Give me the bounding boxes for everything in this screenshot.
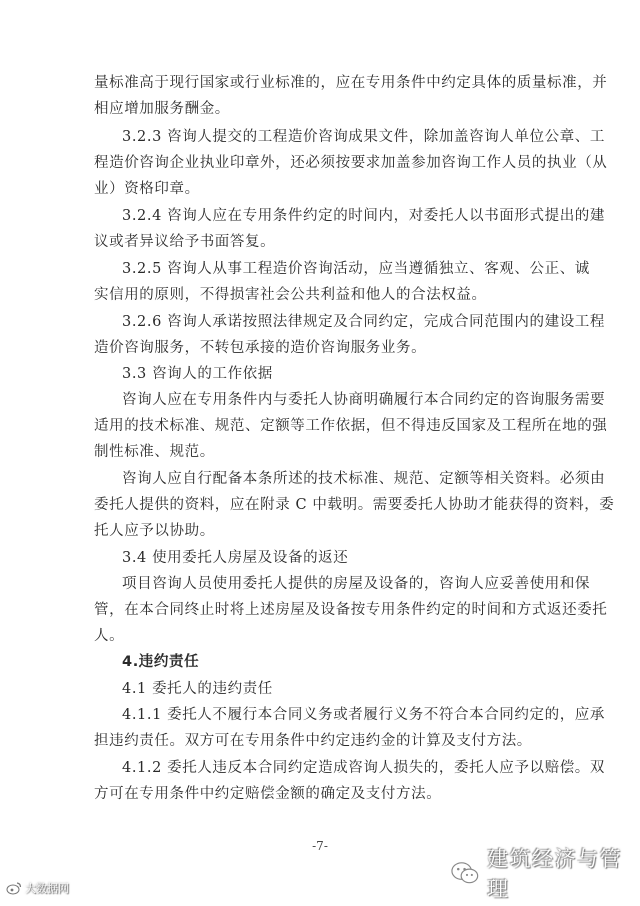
text-line: 实信用的原则，不得损害社会公共利益和他人的合法权益。 [94,287,487,303]
text-line: 咨询人应在专用条件内与委托人协商明确履行本合同约定的咨询服务需要 [122,392,606,408]
weibo-icon [6,881,22,895]
text-line: 担违约责任。双方可在专用条件中约定违约金的计算及支付方法。 [94,733,532,749]
text-line: 4.1.1 委托人不履行本合同义务或者履行义务不符合本合同约定的，应承 [122,707,606,723]
wechat-icon [450,860,479,886]
text-line: 3.2.5 咨询人从事工程造价咨询活动，应当遵循独立、客观、公正、诚 [122,261,590,277]
text-line: 3.2.3 咨询人提交的工程造价咨询成果文件，除加盖咨询人单位公章、工 [122,129,606,145]
text-line: 人。 [94,628,125,644]
text-line: 4.1.2 委托人违反本合同约定造成咨询人损失的，委托人应予以赔偿。双 [122,760,606,776]
text-line: 咨询人应自行配备本条所述的技术标准、规范、定额等相关资料。必须由 [122,471,606,487]
section-heading: 4.1 委托人的违约责任 [122,681,273,697]
text-line: 托人应予以协助。 [94,523,215,539]
text-line: 相应增加服务酬金。 [94,101,230,117]
chapter-heading: 4.违约责任 [122,654,200,670]
text-line: 委托人提供的资料，应在附录 C 中载明。需要委托人协助才能获得的资料，委 [94,497,615,513]
text-line: 适用的技术标准、规范、定额等工作依据，但不得违反国家及工程所在地的强 [94,418,608,434]
text-line: 3.2.4 咨询人应在专用条件约定的时间内，对委托人以书面形式提出的建 [122,208,606,224]
text-line: 制性标准、规范。 [94,444,215,460]
wechat-watermark [450,847,640,901]
weibo-watermark [6,880,69,896]
text-line: 项目咨询人员使用委托人提供的房屋及设备的，咨询人应妥善使用和保 [122,576,591,592]
section-heading: 3.4 使用委托人房屋及设备的返还 [122,550,349,566]
text-line: 量标准高于现行国家或行业标准的，应在专用条件中约定具体的质量标准，并 [94,75,608,91]
text-line: 管，在本合同终止时将上述房屋及设备按专用条件约定的时间和方式返还委托 [94,602,608,618]
watermark-account-name: 建筑经济与管理 [487,847,623,901]
weibo-mark-text: 大数据网 [25,882,69,895]
page-number: -7- [312,839,328,853]
text-line: 方可在专用条件中约定赔偿金额的确定及支付方法。 [94,786,442,802]
text-line: 造价咨询服务，不转包承接的造价咨询服务业务。 [94,340,427,356]
text-line: 3.2.6 咨询人承诺按照法律规定及合同约定，完成合同范围内的建设工程 [122,314,606,330]
text-line: 程造价咨询企业执业印章外，还必须按要求加盖参加咨询工作人员的执业（从 [94,155,608,171]
text-line: 业）资格印章。 [94,181,200,197]
text-line: 议或者异议给予书面答复。 [94,234,276,250]
section-heading: 3.3 咨询人的工作依据 [122,366,273,382]
